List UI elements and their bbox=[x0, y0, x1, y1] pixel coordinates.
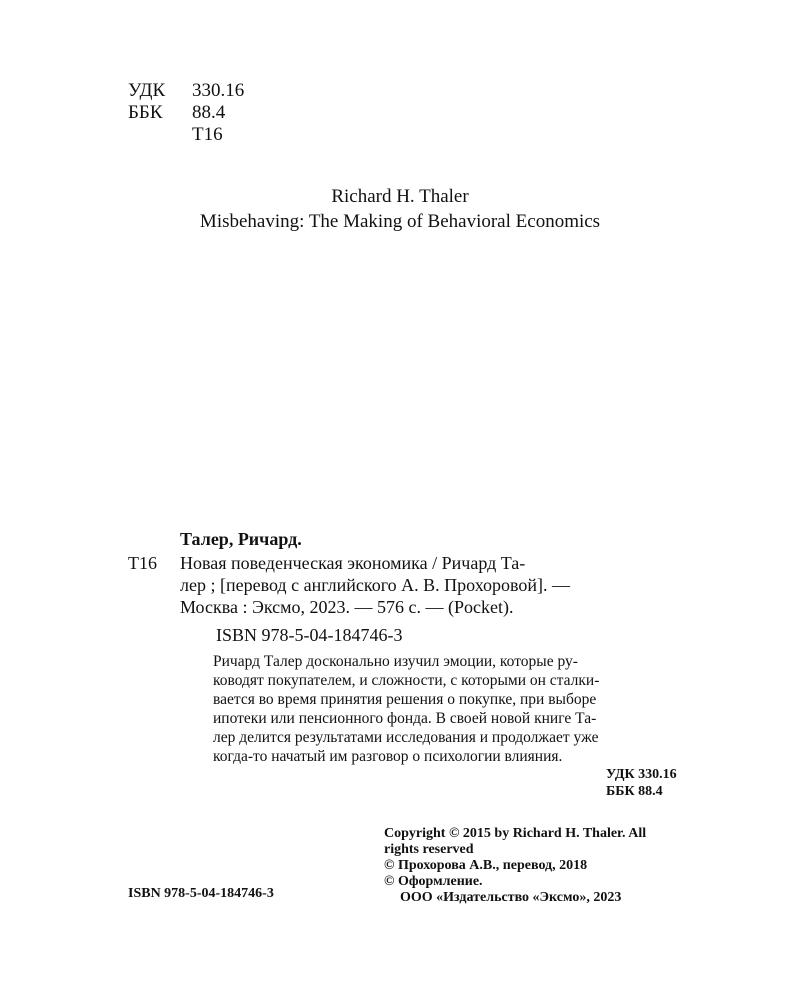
bbk-value: 88.4 bbox=[192, 102, 226, 123]
classification-block-top bbox=[128, 80, 244, 146]
abstract-line: ководят покупателем, и сложности, с которыми он сталки- bbox=[213, 672, 600, 689]
isbn-bottom: ISBN 978-5-04-184746-3 bbox=[128, 886, 274, 901]
abstract-line: когда-то начатый им разговор о психологии влияния. bbox=[213, 748, 563, 765]
copyright-line: ООО «Издательство «Эксмо», 2023 bbox=[400, 890, 622, 905]
isbn: ISBN 978-5-04-184746-3 bbox=[216, 625, 403, 645]
copyright-line: © Прохорова А.В., перевод, 2018 bbox=[384, 858, 588, 873]
udk-row bbox=[128, 80, 244, 102]
abstract-line: вается во время принятия решения о покупке, при выборе bbox=[213, 691, 597, 708]
author-sign: Т16 bbox=[192, 124, 223, 145]
bbk-row bbox=[128, 102, 244, 124]
udk-label: УДК bbox=[128, 80, 166, 101]
udk-bottom: УДК 330.16 bbox=[606, 767, 677, 782]
author-heading: Талер, Ричард. bbox=[180, 529, 302, 549]
original-author: Richard H. Thaler bbox=[331, 186, 469, 207]
copyright-line: Copyright © 2015 by Richard H. Thaler. All bbox=[384, 826, 647, 841]
original-title: Misbehaving: The Making of Behavioral Economics bbox=[199, 211, 601, 232]
author-sign-row bbox=[128, 124, 244, 146]
entry-line: Москва : Эксмо, 2023. — 576 с. — (Pocket). bbox=[180, 597, 514, 617]
bbk-label: ББК bbox=[128, 102, 163, 123]
udk-value: 330.16 bbox=[192, 80, 245, 101]
copyright-block bbox=[384, 826, 724, 906]
original-title-block bbox=[0, 184, 800, 234]
abstract-line: ипотеки или пенсионного фонда. В своей новой книге Та- bbox=[213, 710, 597, 727]
author-code: Т16 bbox=[128, 553, 157, 573]
copyright-line: rights reserved bbox=[384, 842, 474, 857]
entry-line: лер ; [перевод с английского А. В. Прохоровой]. — bbox=[180, 575, 571, 595]
abstract-line: лер делится результатами исследования и продолжает уже bbox=[213, 729, 599, 746]
classification-block-bottom bbox=[606, 766, 677, 800]
abstract bbox=[213, 652, 713, 766]
entry-line: Новая поведенческая экономика / Ричард Та- bbox=[180, 553, 526, 573]
bibliographic-entry bbox=[180, 552, 668, 618]
copyright-line: © Оформление. bbox=[384, 874, 483, 889]
bbk-bottom: ББК 88.4 bbox=[606, 784, 663, 799]
abstract-line: Ричард Талер досконально изучил эмоции, которые ру- bbox=[213, 653, 578, 670]
